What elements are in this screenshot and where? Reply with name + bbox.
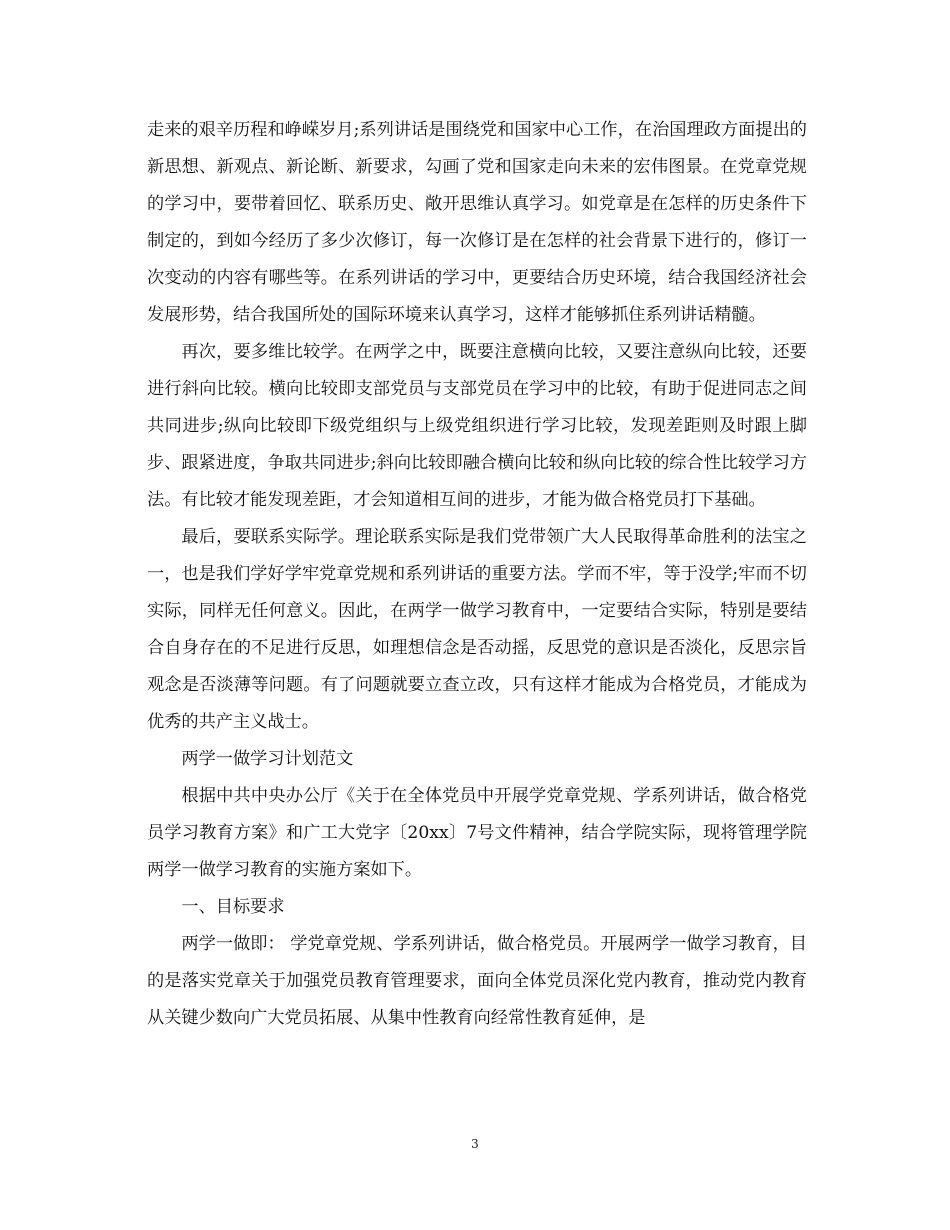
document-body [147, 112, 807, 1037]
subsection-heading: 一、目标要求 [181, 897, 285, 917]
paragraph-practical-study: 最后，要联系实际学。理论联系实际是我们党带领广大人民取得革命胜利的法宝之一，也是我们学好学牢党章党规和系列讲话的重要方法。学而不牢，等于没学;牢而不切实际，同样无任何意义。因此，在两学一做学习教育中，一定要结合实际，特别是要结合自身存在的不足进行反思，如理想信念是否动摇，反思党的意识是否淡化，反思宗旨观念是否淡薄等问题。有了问题就要立查立改，只有这样才能成为合格党员，才能成为优秀的共产主义战士。 [147, 527, 807, 732]
paragraph-goal-requirements: 两学一做即： 学党章党规、学系列讲话，做合格党员。开展两学一做学习教育，目的是落实党章关于加强党员教育管理要求，面向全体党员深化党内教育，推动党内教育从关键少数向广大党员拓展、从集中性教育向经常性教育延伸，是 [147, 934, 807, 1028]
paragraph-history-study: 走来的艰辛历程和峥嵘岁月;系列讲话是围绕党和国家中心工作，在治国理政方面提出的新思想、新观点、新论断、新要求，勾画了党和国家走向未来的宏伟图景。在党章党规的学习中，要带着回忆、联系历史、敞开思维认真学习。如党章是在怎样的历史条件下制定的，到如今经历了多少次修订，每一次修订是在怎样的社会背景下进行的，修订一次变动的内容有哪些等。在系列讲话的学习中，更要结合历史环境，结合我国经济社会发展形势，结合我国所处的国际环境来认真学习，这样才能够抓住系列讲话精髓。 [147, 120, 807, 325]
paragraph-comparison-study: 再次，要多维比较学。在两学之中，既要注意横向比较，又要注意纵向比较，还要进行斜向比较。横向比较即支部党员与支部党员在学习中的比较，有助于促进同志之间共同进步;纵向比较即下级党组织与上级党组织进行学习比较，发现差距则及时跟上脚步、跟紧进度，争取共同进步;斜向比较即融合横向比较和纵向比较的综合性比较学习方法。有比较才能发现差距，才会知道相互间的进步，才能为做合格党员打下基础。 [147, 342, 807, 510]
section-title: 两学一做学习计划范文 [181, 749, 354, 769]
page-number: 3 [471, 1137, 479, 1151]
paragraph-plan-intro: 根据中共中央办公厅《关于在全体党员中开展学党章党规、学系列讲话，做合格党员学习教育方案》和广工大党字〔20xx〕7号文件精神，结合学院实际，现将管理学院两学一做学习教育的实施方案如下。 [147, 786, 807, 880]
